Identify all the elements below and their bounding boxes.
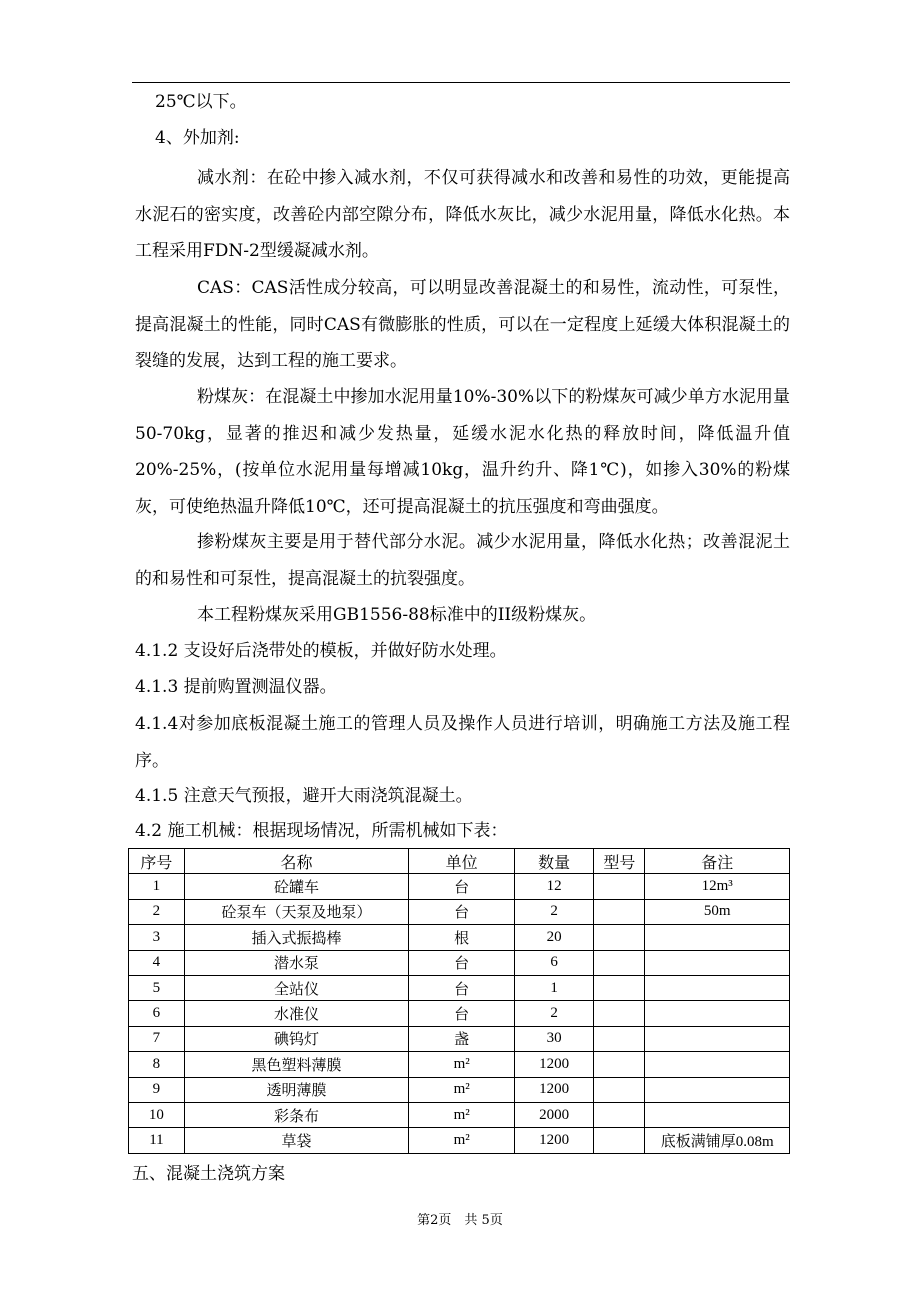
item-4-1-5: 4.1.5 注意天气预报，避开大雨浇筑混凝土。 [135, 786, 473, 806]
cell-name: 黑色塑料薄膜 [184, 1052, 408, 1077]
cell-model [594, 975, 645, 1000]
cell-unit: 台 [409, 899, 515, 924]
table-header-row [129, 849, 790, 874]
cell-remark: 底板满铺厚0.08m [645, 1128, 790, 1153]
cell-name: 彩条布 [184, 1102, 408, 1127]
section-5-heading: 五、混凝土浇筑方案 [132, 1164, 285, 1184]
cell-unit: 盏 [409, 1026, 515, 1051]
table-row [129, 925, 790, 950]
paragraph-fly-ash-grade: 本工程粉煤灰采用GB1556-88标准中的II级粉煤灰。 [197, 605, 597, 625]
cell-unit: 台 [409, 1001, 515, 1026]
header-model: 型号 [594, 849, 645, 874]
cell-model [594, 950, 645, 975]
cell-model [594, 925, 645, 950]
cell-model [594, 899, 645, 924]
cell-name: 插入式振捣棒 [184, 925, 408, 950]
continued-line: 25℃以下。 [155, 92, 247, 112]
cell-remark: 12m³ [645, 874, 790, 899]
header-name: 名称 [184, 849, 408, 874]
cell-unit: 根 [409, 925, 515, 950]
cell-name: 草袋 [184, 1128, 408, 1153]
cell-index: 8 [129, 1052, 185, 1077]
table-row [129, 1026, 790, 1051]
cell-unit: m² [409, 1077, 515, 1102]
cell-quantity: 12 [515, 874, 594, 899]
cell-index: 6 [129, 1001, 185, 1026]
cell-quantity: 2 [515, 899, 594, 924]
cell-unit: m² [409, 1128, 515, 1153]
equipment-table [128, 848, 790, 1154]
cell-quantity: 2000 [515, 1102, 594, 1127]
cell-index: 5 [129, 975, 185, 1000]
header-rule [132, 82, 790, 83]
cell-name: 砼罐车 [184, 874, 408, 899]
cell-remark [645, 925, 790, 950]
cell-model [594, 874, 645, 899]
table-row [129, 899, 790, 924]
cell-remark [645, 1077, 790, 1102]
cell-quantity: 20 [515, 925, 594, 950]
cell-index: 9 [129, 1077, 185, 1102]
table-row [129, 874, 790, 899]
cell-index: 3 [129, 925, 185, 950]
table-row [129, 950, 790, 975]
cell-name: 砼泵车（天泵及地泵） [184, 899, 408, 924]
cell-unit: 台 [409, 950, 515, 975]
cell-model [594, 1001, 645, 1026]
paragraph-fly-ash-use: 掺粉煤灰主要是用于替代部分水泥。减少水泥用量，降低水化热；改善混泥土的和易性和可泵性，提高混凝土的抗裂强度。 [135, 532, 790, 589]
item-4-1-2: 4.1.2 支设好后浇带处的模板，并做好防水处理。 [135, 641, 507, 661]
cell-name: 碘钨灯 [184, 1026, 408, 1051]
cell-index: 1 [129, 874, 185, 899]
cell-quantity: 1200 [515, 1052, 594, 1077]
cell-quantity: 6 [515, 950, 594, 975]
cell-name: 全站仪 [184, 975, 408, 1000]
cell-unit: m² [409, 1102, 515, 1127]
cell-quantity: 30 [515, 1026, 594, 1051]
cell-name: 潜水泵 [184, 950, 408, 975]
cell-index: 7 [129, 1026, 185, 1051]
table-row [129, 1077, 790, 1102]
cell-remark [645, 1026, 790, 1051]
cell-remark [645, 1052, 790, 1077]
cell-index: 10 [129, 1102, 185, 1127]
cell-quantity: 1 [515, 975, 594, 1000]
paragraph-fly-ash: 粉煤灰：在混凝土中掺加水泥用量10%-30%以下的粉煤灰可减少单方水泥用量50-70kg，显著的推迟和减少发热量，延缓水泥水化热的释放时间，降低温升值20%-25%，(按单位水泥用量每增减10kg，温升约升、降1℃)，如掺入30%的粉煤灰，可使绝热温升降低10℃，还可提高混凝土的抗压强度和弯曲强度。 [135, 387, 790, 517]
header-unit: 单位 [409, 849, 515, 874]
table-row [129, 1102, 790, 1127]
table-row [129, 1001, 790, 1026]
cell-quantity: 2 [515, 1001, 594, 1026]
table-row [129, 975, 790, 1000]
cell-index: 11 [129, 1128, 185, 1153]
cell-index: 2 [129, 899, 185, 924]
item-4-2: 4.2 施工机械：根据现场情况，所需机械如下表： [135, 821, 508, 841]
item-4-1-3: 4.1.3 提前购置测温仪器。 [135, 677, 337, 697]
cell-index: 4 [129, 950, 185, 975]
item-4-1-4: 4.1.4对参加底板混凝土施工的管理人员及操作人员进行培训，明确施工方法及施工程序。 [135, 714, 790, 771]
cell-unit: 台 [409, 975, 515, 1000]
heading-admixture: 4、外加剂: [155, 128, 240, 148]
table-row [129, 1052, 790, 1077]
cell-model [594, 1026, 645, 1051]
cell-model [594, 1052, 645, 1077]
cell-remark [645, 950, 790, 975]
cell-remark [645, 975, 790, 1000]
cell-quantity: 1200 [515, 1128, 594, 1153]
table-row [129, 1128, 790, 1153]
header-quantity: 数量 [515, 849, 594, 874]
paragraph-water-reducer: 减水剂：在砼中掺入减水剂，不仅可获得减水和改善和易性的功效，更能提高水泥石的密实度，改善砼内部空隙分布，降低水灰比，减少水泥用量，降低水化热。本工程采用FDN-2型缓凝减水剂。 [135, 168, 790, 261]
cell-model [594, 1128, 645, 1153]
cell-model [594, 1102, 645, 1127]
cell-unit: m² [409, 1052, 515, 1077]
cell-name: 水准仪 [184, 1001, 408, 1026]
cell-model [594, 1077, 645, 1102]
header-remark: 备注 [645, 849, 790, 874]
page-footer: 第2页 共 5页 [417, 1213, 503, 1228]
paragraph-cas: CAS：CAS活性成分较高，可以明显改善混凝土的和易性，流动性，可泵性，提高混凝土的性能，同时CAS有微膨胀的性质，可以在一定程度上延缓大体积混凝土的裂缝的发展，达到工程的施工要求。 [135, 278, 790, 371]
cell-remark [645, 1102, 790, 1127]
header-index: 序号 [129, 849, 185, 874]
cell-quantity: 1200 [515, 1077, 594, 1102]
cell-remark [645, 1001, 790, 1026]
cell-unit: 台 [409, 874, 515, 899]
cell-name: 透明薄膜 [184, 1077, 408, 1102]
cell-remark: 50m [645, 899, 790, 924]
